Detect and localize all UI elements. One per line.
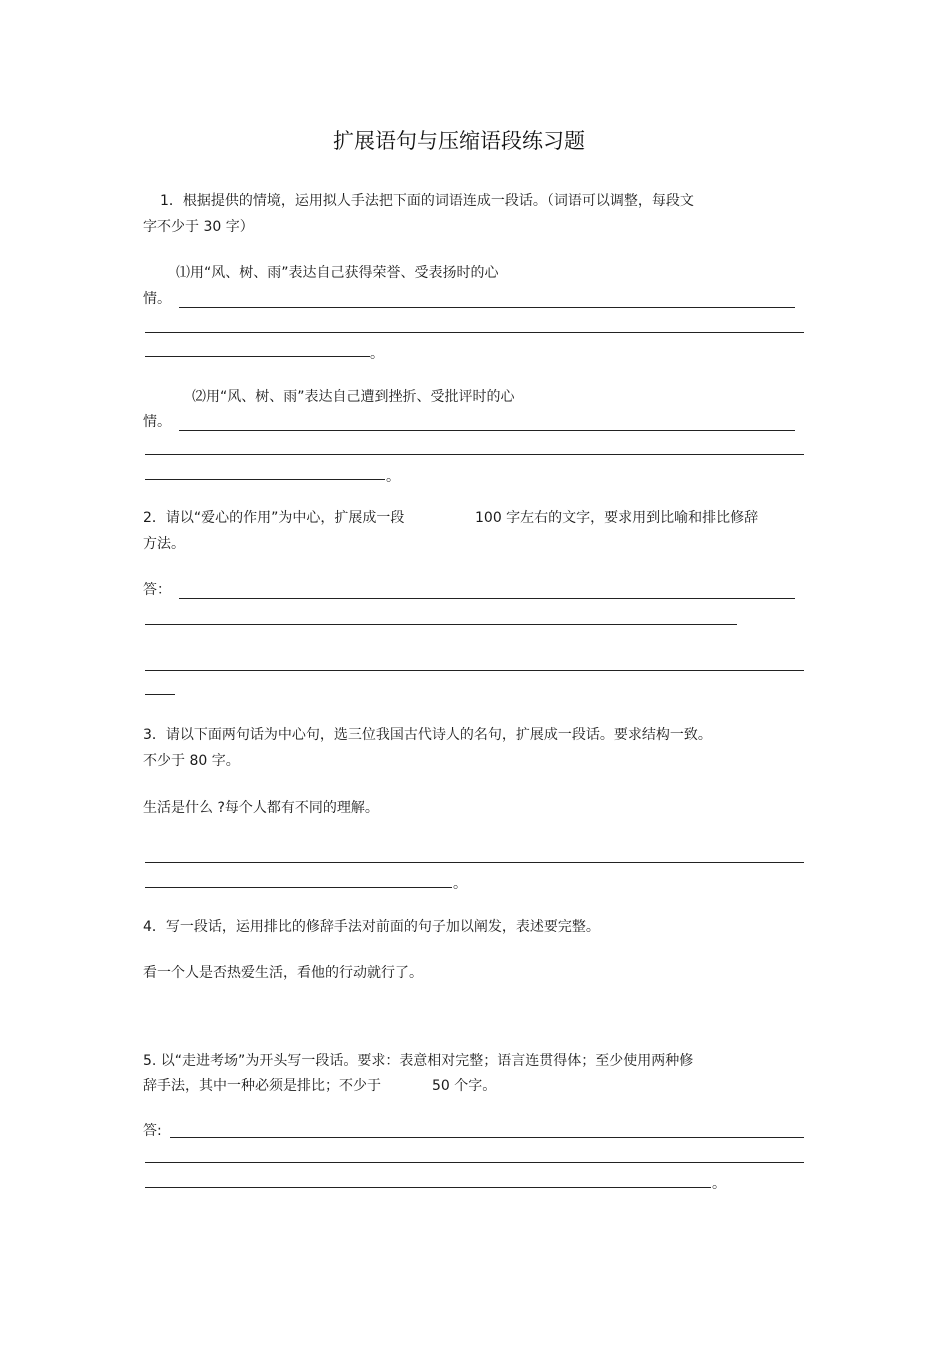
q5-answer-line-2[interactable] (145, 1162, 804, 1163)
q1-sub1-answer-line-1[interactable] (179, 307, 795, 308)
page-title: 扩展语句与压缩语段练习题 (333, 129, 585, 153)
q1-sub2-answer-line-2[interactable] (145, 454, 804, 455)
q1-line-2: 字不少于 30 字） (143, 219, 254, 235)
q5-answer-line-1[interactable] (170, 1137, 804, 1138)
q5-answer-label: 答: (143, 1123, 162, 1139)
q5-line-1: 5. 以“走进考场”为开头写一段话。要求：表意相对完整；语言连贯得体；至少使用两种修 (143, 1053, 694, 1069)
q1-sub1-prompt: ⑴用“风、树、雨”表达自己获得荣誉、受表扬时的心 (176, 265, 499, 281)
q2-answer-line-2[interactable] (145, 624, 737, 625)
q5-period: 。 (712, 1176, 726, 1192)
q1-sub1-end: 情。 (143, 291, 171, 307)
q3-answer-line-1[interactable] (145, 862, 804, 863)
q2-answer-line-3[interactable] (145, 670, 804, 671)
q2-line-2: 方法。 (143, 536, 185, 552)
q3-answer-line-2[interactable] (145, 887, 452, 888)
q1-sub2-period: 。 (386, 469, 400, 485)
q3-line-2: 不少于 80 字。 (143, 753, 240, 769)
q1-sub2-end: 情。 (143, 414, 171, 430)
q2-answer-line-4[interactable] (145, 694, 175, 695)
q1-sub1-answer-line-3[interactable] (145, 356, 370, 357)
q4-prompt: 看一个人是否热爱生活，看他的行动就行了。 (143, 965, 423, 981)
q5-line-2a: 辞手法，其中一种必须是排比；不少于 (143, 1078, 381, 1094)
q3-prompt: 生活是什么 ?每个人都有不同的理解。 (143, 800, 379, 816)
q1-sub2-answer-line-3[interactable] (145, 479, 385, 480)
q4-line-1: 4．写一段话，运用排比的修辞手法对前面的句子加以阐发，表述要完整。 (143, 919, 600, 935)
q2-line-1: 2．请以“爱心的作用”为中心，扩展成一段 (143, 510, 405, 526)
q1-sub2-answer-line-1[interactable] (179, 430, 795, 431)
q1-sub1-period: 。 (370, 346, 384, 362)
q1-line-1: 1．根据提供的情境，运用拟人手法把下面的词语连成一段话。（词语可以调整，每段文 (160, 193, 694, 209)
q3-period: 。 (453, 876, 467, 892)
q2-answer-line-1[interactable] (179, 598, 795, 599)
q5-answer-line-3[interactable] (145, 1187, 711, 1188)
q3-line-1: 3．请以下面两句话为中心句，选三位我国古代诗人的名句，扩展成一段话。要求结构一致。 (143, 727, 712, 743)
q1-sub2-prompt: ⑵用“风、树、雨”表达自己遭到挫折、受批评时的心 (192, 389, 515, 405)
q2-answer-label: 答： (143, 582, 171, 598)
q1-sub1-answer-line-2[interactable] (145, 332, 804, 333)
q5-line-2b: 50 个字。 (432, 1078, 497, 1094)
q2-line-1b: 100 字左右的文字，要求用到比喻和排比修辞 (475, 510, 759, 526)
